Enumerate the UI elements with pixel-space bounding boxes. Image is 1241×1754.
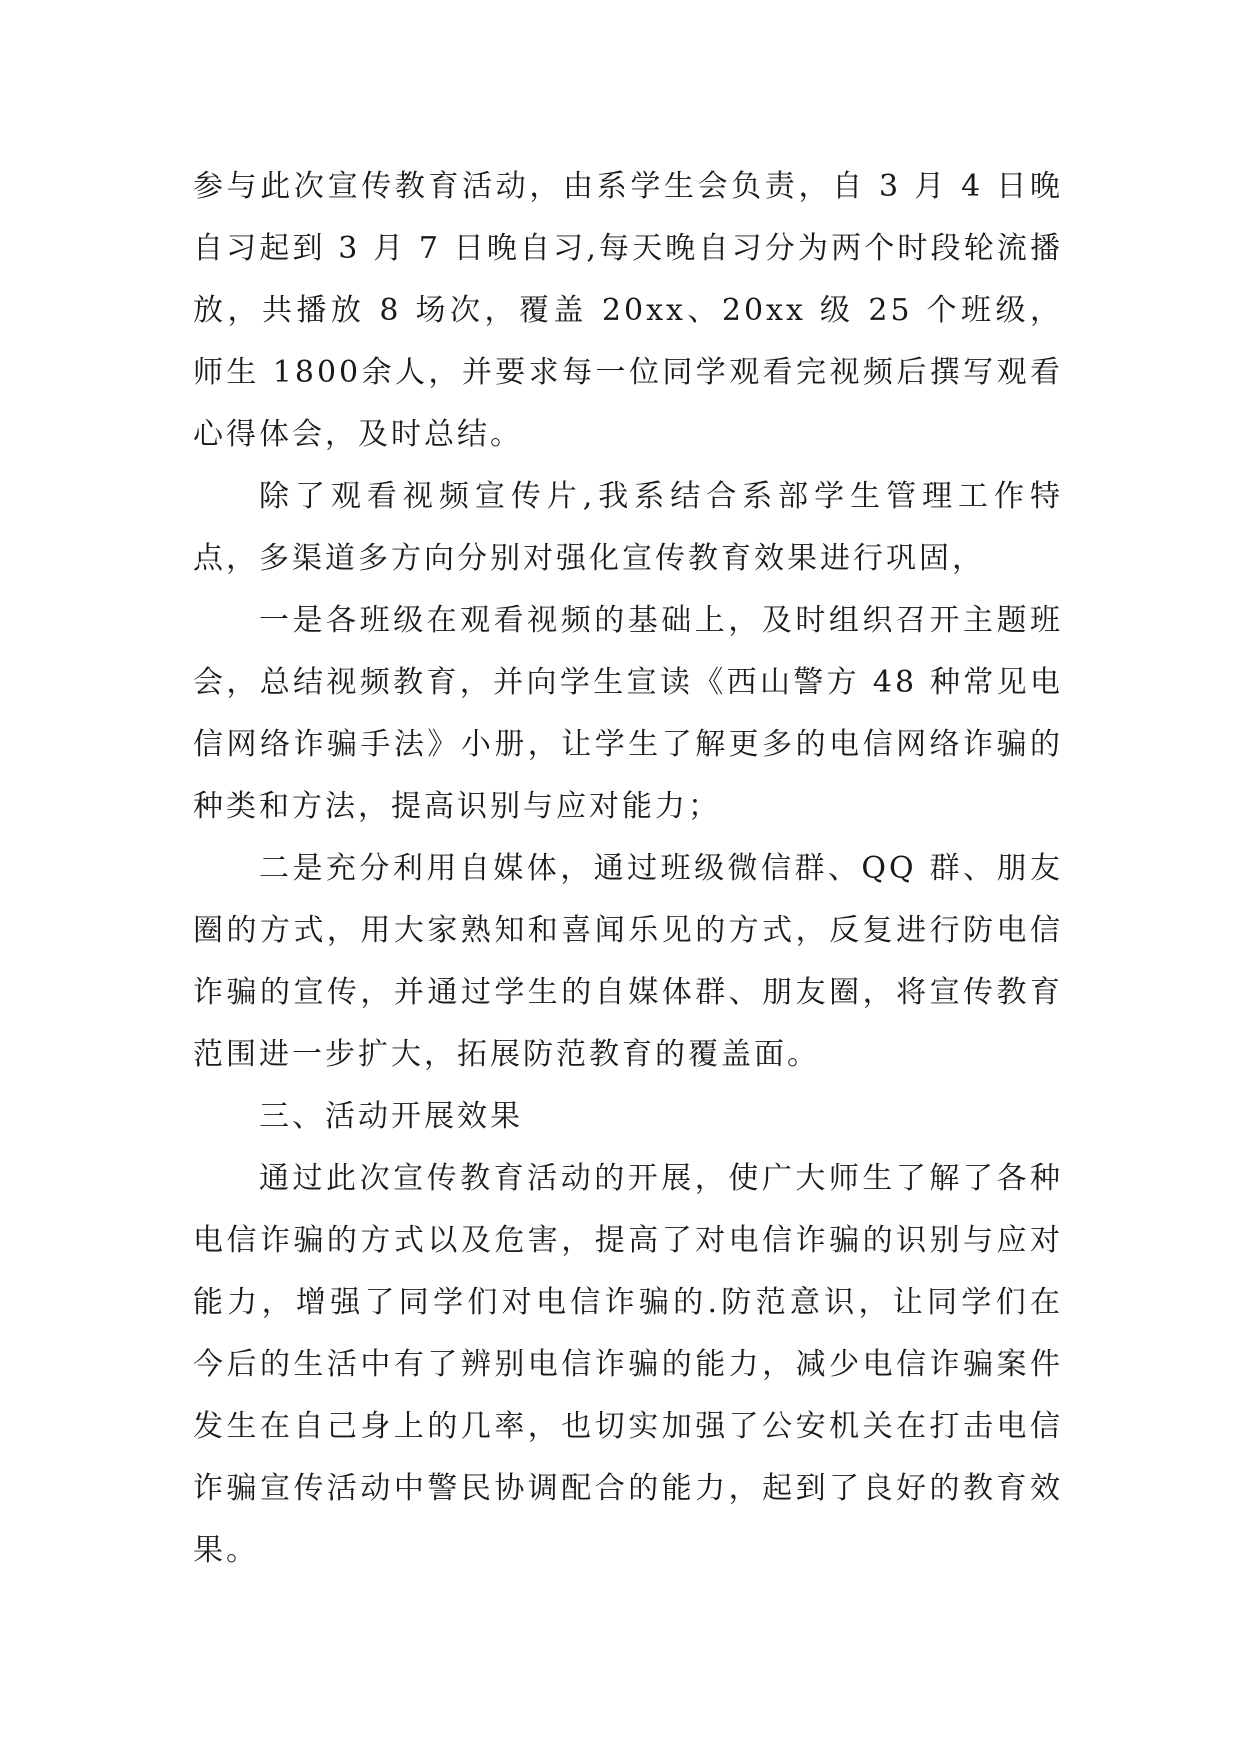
text-line: 种类和方法，提高识别与应对能力； [193,789,721,824]
text-line: 能力，增强了同学们对电信诈骗的.防范意识，让同学们在 [193,1285,1063,1320]
paragraph [193,1086,1063,1148]
text-line: 会，总结视频教育，并向学生宣读《西山警方 48 种常见电 [193,665,1063,700]
text-line: 一是各班级在观看视频的基础上，及时组织召开主题班 [259,603,1063,638]
text-line: 今后的生活中有了辨别电信诈骗的能力，减少电信诈骗案件 [193,1347,1063,1382]
paragraph [193,466,1063,590]
text-line: 围进一步扩大，拓展防范教育的覆盖面。 [226,1037,820,1072]
text-line: 多渠道多方向分别对强化宣传教育效果进行巩固， [259,541,985,576]
text-line: 及时总结。 [358,417,523,452]
text-line: 习起到 3 月 7 日晚自习,每天晚自习分为两个时段轮流播放， [193,231,1063,328]
text-line: 三、活动开展效果 [259,1099,523,1134]
paragraph [193,156,1063,466]
text-line: 余人，并要求每一位同学观看完视频后撰写观看心得体会， [193,355,1064,452]
text-line: 信网络诈骗手法》小册，让学生了解更多的电信网络诈骗的 [193,727,1063,762]
text-line: 电信诈骗的方式以及危害，提高了对电信诈骗的识别与应对 [193,1223,1063,1258]
paragraph [193,590,1063,838]
text-line: 参与此次宣传教育活动，由系学生会负责，自 3 月 4 日晚自 [193,169,1063,266]
document-body [193,156,1063,1582]
text-line: 骗的宣传，并通过学生的自媒体群、朋友圈，将宣传教育范 [193,975,1064,1072]
text-line: 发生在自己身上的几率，也切实加强了公安机关在打击电信 [193,1409,1063,1444]
text-line: 通过此次宣传教育活动的开展，使广大师生了解了各种 [259,1161,1063,1196]
paragraph [193,1148,1063,1582]
text-line: 除了观看视频宣传片,我系结合系部学生管理工作特点， [193,479,1063,576]
text-line: 二是充分利用自媒体，通过班级微信群、QQ 群、朋友圈 [193,851,1063,948]
paragraph [193,838,1063,1086]
text-line: 的方式，用大家熟知和喜闻乐见的方式，反复进行防电信诈 [193,913,1064,1010]
text-line: 诈骗宣传活动中警民协调配合的能力，起到了良好的教育效 [193,1471,1063,1506]
text-line: 果。 [193,1533,259,1568]
text-line: 共播放 8 场次，覆盖 20xx、20xx 级 25 个班级，师生 1800 [193,293,1063,390]
